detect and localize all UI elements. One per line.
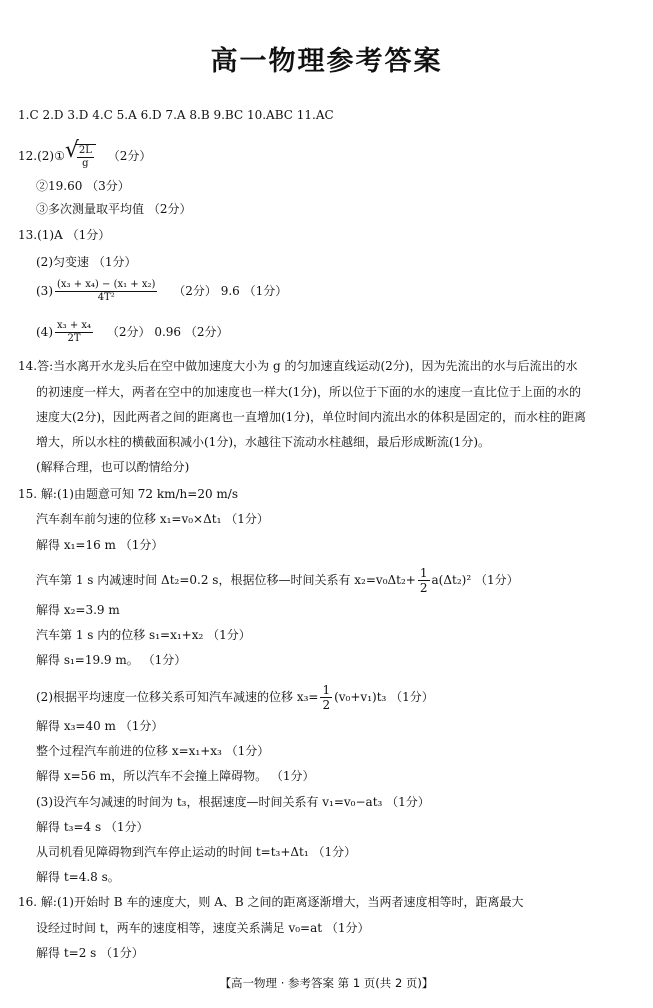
fraction-numerator: 1	[322, 683, 331, 697]
fraction-denominator: 4T²	[97, 292, 115, 303]
velocity-formula	[55, 321, 93, 344]
q15-line-9: 解得 x₃=40 m （1分）	[36, 719, 164, 733]
formula-fraction	[77, 146, 94, 169]
q14-line-2: 的初速度一样大，两者在空中的加速度也一样大(1分)，所以位于下面的水的速度一直比位于上面的水的	[36, 385, 582, 399]
q16-line-2: 设经过时间 t，两车的速度相等，速度关系满足 v₀=at （1分）	[36, 921, 370, 935]
radical-sign: √	[64, 138, 79, 163]
half-fraction	[418, 567, 430, 594]
q13-line-1: 13.(1)A （1分）	[18, 228, 111, 242]
acceleration-formula	[55, 280, 157, 303]
fraction-denominator: 2T	[67, 333, 81, 344]
q12-prefix: 12.(2)①	[18, 149, 65, 163]
q15-line-7: 解得 s₁=19.9 m。 （1分）	[36, 653, 187, 667]
q15-line-14: 从司机看见障碍物到汽车停止运动的时间 t=t₃+Δt₁ （1分）	[36, 845, 357, 859]
q14-line-1: 14.答:当水离开水龙头后在空中做加速度大小为 g 的匀加速直线运动(2分)，因为先流出的水与后流出的水	[18, 359, 578, 373]
q15-line-11: 解得 x=56 m，所以汽车不会撞上障碍物。 （1分）	[36, 769, 315, 783]
q13-line-4-score: （2分） 0.96 （2分）	[106, 325, 229, 339]
q15-line-10: 整个过程汽车前进的位移 x=x₁+x₃ （1分）	[36, 744, 270, 758]
q15-line-15: 解得 t=4.8 s。	[36, 870, 120, 884]
q15-line-2: 汽车刹车前匀速的位移 x₁=v₀×Δt₁ （1分）	[36, 512, 269, 526]
q15-line-12: (3)设汽车匀减速的时间为 t₃，根据速度—时间关系有 v₁=v₀−at₃ （1分）	[36, 795, 430, 809]
page-title: 高一物理参考答案	[210, 46, 443, 77]
q14-line-3: 速度大(2分)，因此两者之间的距离也一直增加(1分)，单位时间内流出水的体积是固定的，而水柱的距离	[36, 410, 586, 424]
q15-line-1: 15. 解:(1)由题意可知 72 km/h=20 m/s	[18, 487, 238, 501]
q15-line-4	[36, 567, 519, 594]
fraction-numerator: 1	[419, 566, 428, 580]
q15-line-8	[36, 684, 434, 711]
q12-score: （2分）	[107, 149, 152, 163]
q12-line-2: ②19.60 （3分）	[36, 179, 130, 193]
q15-line-4-post: a(Δt₂)² （1分）	[431, 573, 519, 587]
q15-line-4-pre: 汽车第 1 s 内减速时间 Δt₂=0.2 s，根据位移—时间关系有 x₂=v₀Δt₂+	[36, 573, 416, 587]
q14-line-5: (解释合理，也可以酌情给分)	[36, 460, 190, 474]
q12-line-3: ③多次测量取平均值 （2分）	[36, 202, 192, 216]
q15-line-5: 解得 x₂=3.9 m	[36, 603, 120, 617]
multiple-choice-answers: 1.C 2.D 3.D 4.C 5.A 6.D 7.A 8.B 9.BC 10.ABC 11.AC	[18, 108, 334, 122]
q15-line-3: 解得 x₁=16 m （1分）	[36, 538, 164, 552]
fraction-denominator: g	[82, 158, 89, 169]
q15-line-8-post: (v₀+v₁)t₃ （1分）	[334, 690, 434, 704]
fraction-numerator: x₃ + x₄	[57, 320, 92, 331]
q13-line-3-prefix: (3)	[36, 284, 53, 298]
q14-line-4: 增大，所以水柱的横截面积减小(1分)，水越往下流动水柱越细，最后形成断流(1分)。	[36, 435, 490, 449]
half-fraction	[320, 684, 332, 711]
page-footer: 【高一物理 · 参考答案 第 1 页(共 2 页)】	[219, 976, 434, 990]
q16-line-1: 16. 解:(1)开始时 B 车的速度大，则 A、B 之间的距离逐渐增大，当两者速度相等时，距离最大	[18, 895, 524, 909]
q13-line-3-score: （2分） 9.6 （1分）	[173, 284, 288, 298]
q15-line-8-pre: (2)根据平均速度一位移关系可知汽车减速的位移 x₃=	[36, 690, 319, 704]
q13-line-3	[36, 280, 287, 303]
fraction-numerator: 2L	[78, 145, 92, 156]
q15-line-13: 解得 t₃=4 s （1分）	[36, 820, 149, 834]
q13-line-4-prefix: (4)	[36, 325, 53, 339]
q13-line-2: (2)匀变速 （1分）	[36, 255, 137, 269]
sqrt-formula	[64, 138, 96, 169]
fraction-denominator: 2	[419, 581, 428, 595]
q15-line-6: 汽车第 1 s 内的位移 s₁=x₁+x₂ （1分）	[36, 628, 251, 642]
fraction-numerator: (x₃ + x₄) − (x₁ + x₂)	[57, 279, 156, 290]
q16-line-3: 解得 t=2 s （1分）	[36, 946, 144, 960]
q12-line-1	[18, 138, 152, 169]
fraction-denominator: 2	[322, 698, 331, 712]
q13-line-4	[36, 321, 229, 344]
